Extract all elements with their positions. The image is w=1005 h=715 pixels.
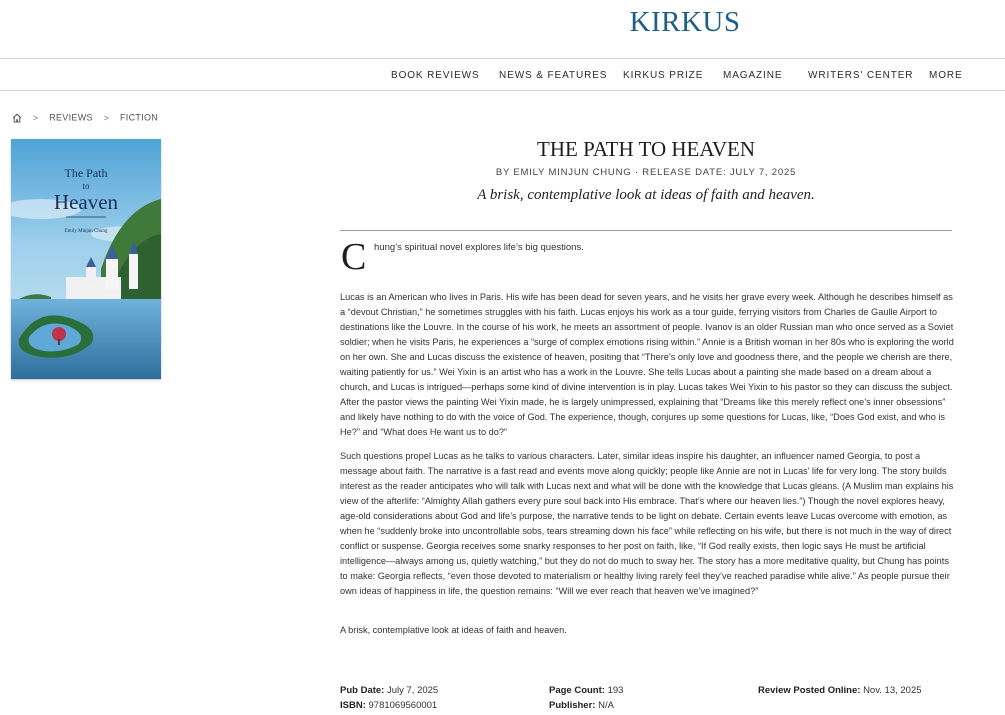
nav-more[interactable]: MORE bbox=[929, 70, 963, 81]
breadcrumb-separator: > bbox=[32, 112, 39, 123]
cover-author: Emily Minjun Chung bbox=[64, 229, 108, 234]
review-title: THE PATH TO HEAVEN bbox=[537, 137, 755, 161]
review-paragraph-3: A brisk, contemplative look at ideas of faith and heaven. bbox=[340, 625, 567, 635]
divider bbox=[340, 230, 952, 231]
isbn-label: ISBN: bbox=[340, 700, 366, 711]
nav-book-reviews[interactable]: BOOK REVIEWS bbox=[391, 70, 480, 81]
publisher: N/A bbox=[598, 700, 614, 711]
isbn: 9781069560001 bbox=[368, 700, 438, 711]
byline bbox=[340, 167, 952, 178]
review-paragraph-2: Such questions propel Lucas as he talks to various characters. Later, similar ideas inspire his daughter, an influencer named Georgia, to post a message about faith. The narrative is a fast read and events move along quickly; people like Annie are not in Lucas’ life for very long. The story builds interest as the reader anticipates who will talk with Lucas next and what will be done with the knowledge that Lucas gleans. (A Muslim man explains his view of the afterlife: “Almighty Allah gathers every pure soul back into His embrace. That’s where our heaven lies.”) Though the novel explores heavy, age-old considerations about God and life’s purpose, the narrative tends to be light on debate. Certain events leave Lucas overcome with emotion, as when he “suddenly broke into uncontrollable sobs, tears streaming down his face” while reflecting on his wife, but there is not much in the way of direct conflict or suspense. Georgia receives some snarky responses to her post on faith, like, “If God really exists, then logic says He must be artificial intelligence—always among us, quietly watching,” but they do not do much to sway her. The story has a more meditative quality, but Chung has points to make: Georgia reflects, “even those devoted to materialism or healthy living rarely feel they’ve reached paradise while alive.” As people pursue their own ideas of happiness in life, the question remains: “Will we ever reach that heaven we’ve imagined?” bbox=[340, 451, 954, 596]
nav-kirkus-prize[interactable]: KIRKUS PRIZE bbox=[623, 70, 704, 81]
review-lead: hung’s spiritual novel explores life’s big questions. bbox=[374, 242, 584, 253]
breadcrumb-reviews[interactable]: REVIEWS bbox=[49, 112, 93, 123]
page-count: 193 bbox=[607, 685, 624, 696]
nav-magazine[interactable]: MAGAZINE bbox=[723, 70, 783, 81]
breadcrumb bbox=[12, 112, 158, 123]
cover-title-line1: The Path bbox=[64, 166, 108, 180]
nav-writers-center[interactable]: WRITERS' CENTER bbox=[808, 70, 914, 81]
breadcrumb-separator: > bbox=[103, 112, 110, 123]
pub-date-label: Pub Date: bbox=[340, 685, 385, 696]
drop-cap: C bbox=[341, 236, 367, 278]
meta-col-3 bbox=[758, 683, 922, 698]
release-date: · RELEASE DATE: JULY 7, 2025 bbox=[634, 167, 797, 178]
page-count-label: Page Count: bbox=[549, 685, 605, 696]
meta-col-2 bbox=[549, 683, 623, 713]
publisher-label: Publisher: bbox=[549, 700, 596, 711]
cover-title-line2: to bbox=[82, 181, 90, 191]
review-paragraph-1: Lucas is an American who lives in Paris. His wife has been dead for seven years, and he visits her grave every week. Although he describes himself as a “devout Christian,” he sometimes struggles with his faith. Lucas enjoys his work as a tour guide, ferrying visitors from Charles de Gaulle Airport to destinations like the Louvre. In the course of his work, he meets an assortment of people. Ivanov is an older Russian man who once served as a Soviet soldier; when he visits Paris, he experiences a “surge of complex emotions rising within.” Annie is a British woman in her 80s who is exploring the world on her own. She and Lucas discuss the existence of heaven, positing that “There’s only love and goodness there, and the people we cherish are there, waiting patiently for us.” Wei Yixin is an artist who has a work in the Louvre. She tells Lucas about a painting she made based on a dream about a church, and Lucas is intrigued—perhaps some kind of divine intervention is in play. Lucas takes Wei Yixin to his pastor so they can discuss the subject. After the pastor views the painting Wei Yixin made, he is largely unimpressed, explaining that “Dreams like this merely reflect one’s inner obsessions” and likely have nothing to do with the voice of God. The experience, though, conjures up some questions for Lucas, like, “Does God exist, and who is He?” and “What does He want us to do?” bbox=[340, 292, 954, 437]
book-cover[interactable] bbox=[11, 139, 161, 379]
breadcrumb-fiction[interactable]: FICTION bbox=[119, 112, 159, 123]
posted-label: Review Posted Online: bbox=[758, 685, 861, 696]
posted-date: Nov. 13, 2025 bbox=[863, 685, 922, 696]
pub-date: July 7, 2025 bbox=[386, 685, 439, 696]
cover-title-line3: Heaven bbox=[53, 190, 119, 214]
byline-prefix: BY bbox=[495, 167, 510, 178]
author-link[interactable]: EMILY MINJUN CHUNG bbox=[513, 167, 632, 178]
meta-col-1 bbox=[340, 683, 438, 713]
home-icon[interactable] bbox=[12, 113, 22, 123]
main-nav bbox=[0, 58, 1005, 91]
review-tagline: A brisk, contemplative look at ideas of faith and heaven. bbox=[477, 187, 815, 203]
nav-news-features[interactable]: NEWS & FEATURES bbox=[499, 70, 608, 81]
kirkus-logo[interactable]: KIRKUS bbox=[629, 6, 741, 38]
